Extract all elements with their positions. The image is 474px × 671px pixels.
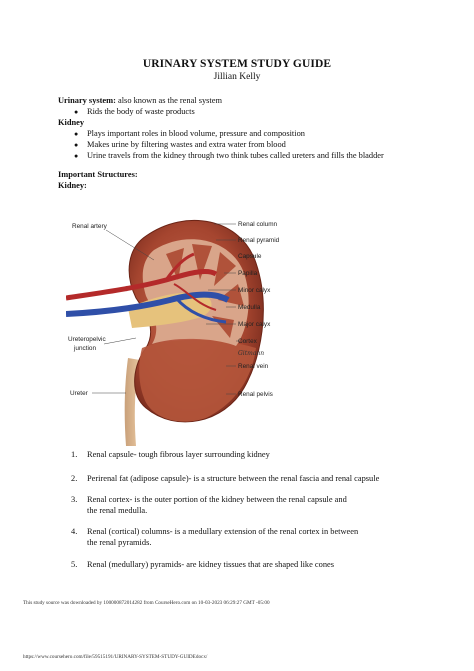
list-item-2: Perirenal fat (adipose capsule)- is a structure between the renal fascia and renal capsule: [87, 474, 380, 483]
structures-subheading: Kidney:: [58, 181, 87, 190]
urinary-system-label: Urinary system:: [58, 96, 116, 105]
urinary-system-desc: also known as the renal system: [115, 96, 222, 105]
structures-heading: Important Structures:: [58, 170, 138, 179]
label-renal-column: Renal column: [238, 221, 278, 228]
label-renal-pelvis: Renal pelvis: [238, 391, 273, 398]
list-number: 3.: [71, 495, 78, 504]
label-papilla: Papilla: [238, 270, 258, 277]
kidney-bullet-1: Plays important roles in blood volume, pressure and composition: [87, 129, 305, 138]
label-major-calyx: Major calyx: [238, 321, 271, 328]
list-item-4-cont: the renal pyramids.: [87, 538, 152, 547]
list-number: 2.: [71, 474, 78, 483]
urinary-bullet-1: Rids the body of waste products: [87, 107, 195, 116]
list-number: 4.: [71, 527, 78, 536]
source-url-link[interactable]: https://www.coursehero.com/file/59515191/URINARY-SYSTEM-STUDY-GUIDEdocx/: [23, 654, 208, 660]
label-capsule: Capsule: [238, 253, 262, 260]
label-renal-vein: Renal vein: [238, 363, 269, 370]
list-item-3: Renal cortex- is the outer portion of the kidney between the renal capsule and: [87, 495, 347, 504]
list-item-3-cont: the renal medulla.: [87, 506, 148, 515]
document-author: Jillian Kelly: [213, 72, 261, 82]
label-junction: junction: [74, 345, 97, 352]
kidney-heading: Kidney: [58, 118, 85, 127]
label-ureteropelvic: Ureteropelvic: [68, 336, 106, 343]
urinary-system-line: [58, 96, 222, 106]
bullet-icon: ●: [74, 108, 79, 116]
label-ureter: Ureter: [70, 390, 88, 397]
list-number: 1.: [71, 450, 78, 459]
bullet-icon: ●: [74, 152, 79, 160]
label-cortex: Cortex: [238, 338, 257, 345]
label-medulla: Medulla: [238, 304, 261, 311]
list-item-4: Renal (cortical) columns- is a medullary extension of the renal cortex in between: [87, 527, 359, 536]
kidney-bullet-3: Urine travels from the kidney through two think tubes called ureters and fills the bladder: [87, 151, 384, 160]
kidney-diagram: [66, 188, 312, 446]
label-renal-artery: Renal artery: [72, 223, 107, 230]
artist-signature: Gitmann: [238, 350, 265, 357]
list-item-1: Renal capsule- tough fibrous layer surrounding kidney: [87, 450, 270, 459]
label-renal-pyramid: Renal pyramid: [238, 237, 280, 244]
document-title: URINARY SYSTEM STUDY GUIDE: [142, 58, 332, 70]
download-footer: This study source was downloaded by 100000872014282 from CourseHero.com on 10-03-2023 06:29:27 GMT -05:00: [23, 600, 270, 606]
kidney-bullet-2: Makes urine by filtering wastes and extra water from blood: [87, 140, 286, 149]
bullet-icon: ●: [74, 130, 79, 138]
list-item-5: Renal (medullary) pyramids- are kidney tissues that are shaped like cones: [87, 560, 334, 569]
bullet-icon: ●: [74, 141, 79, 149]
list-number: 5.: [71, 560, 78, 569]
label-minor-calyx: Minor calyx: [238, 287, 271, 294]
